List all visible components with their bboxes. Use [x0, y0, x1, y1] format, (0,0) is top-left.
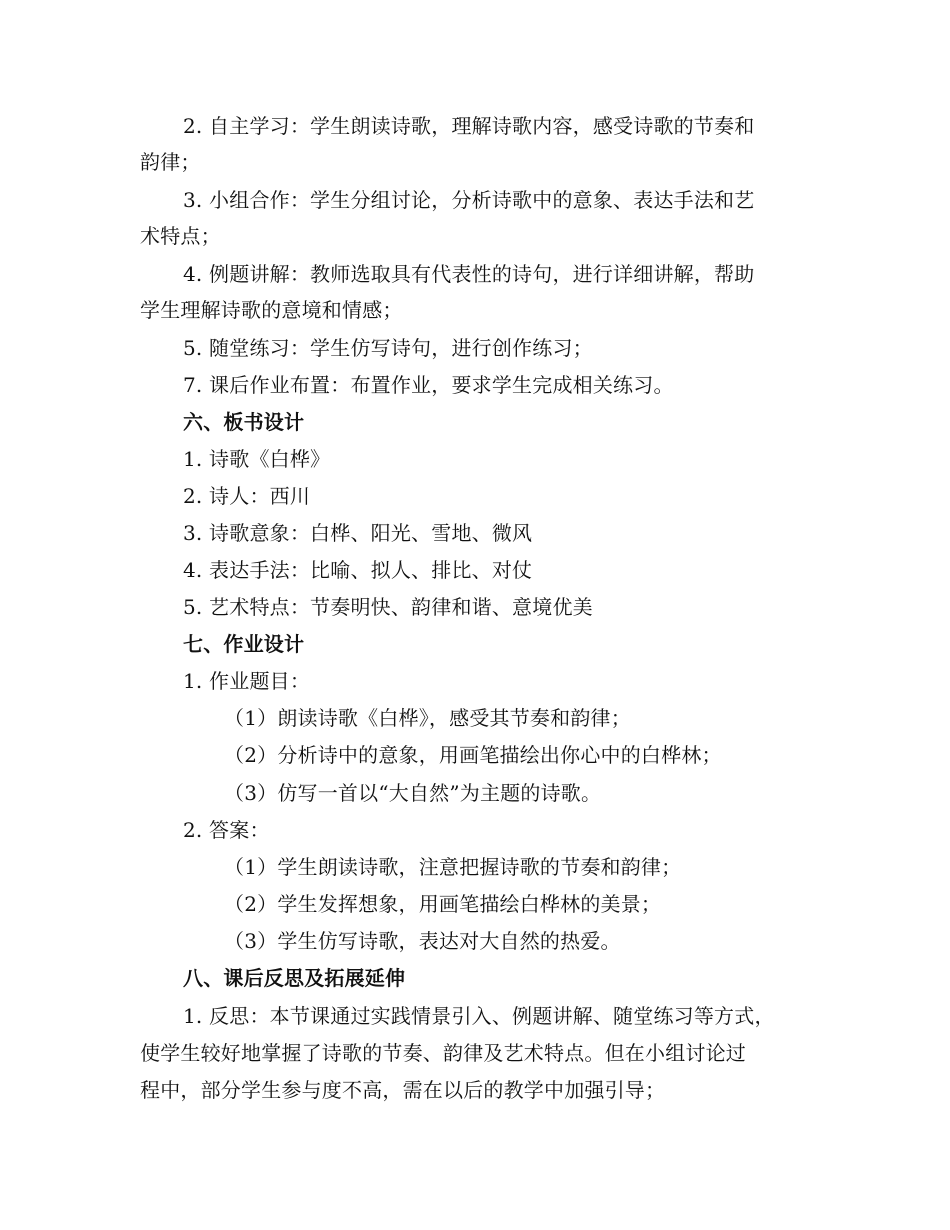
- paragraph-line: 1. 反思：本节课通过实践情景引入、例题讲解、随堂练习等方式，: [183, 1004, 775, 1028]
- list-item: 2. 诗人：西川: [183, 484, 311, 508]
- list-item: 1. 作业题目：: [183, 669, 311, 693]
- list-subitem: （3）仿写一首以“大自然”为主题的诗歌。: [224, 781, 602, 805]
- paragraph-line: 学生理解诗歌的意境和情感；: [140, 298, 403, 322]
- paragraph-line: 7. 课后作业布置：布置作业，要求学生完成相关练习。: [183, 373, 674, 397]
- paragraph-line: 4. 例题讲解：教师选取具有代表性的诗句，进行详细讲解，帮助: [183, 262, 755, 286]
- paragraph-line: 术特点；: [140, 224, 221, 248]
- section-heading: 七、作业设计: [183, 632, 305, 656]
- list-item: 5. 艺术特点：节奏明快、韵律和谐、意境优美: [183, 595, 593, 619]
- list-subitem: （3）学生仿写诗歌，表达对大自然的热爱。: [224, 929, 621, 953]
- paragraph-line: 使学生较好地掌握了诗歌的节奏、韵律及艺术特点。但在小组讨论过: [140, 1041, 746, 1065]
- list-subitem: （1）学生朗读诗歌，注意把握诗歌的节奏和韵律；: [224, 855, 682, 879]
- paragraph-line: 5. 随堂练习：学生仿写诗句，进行创作练习；: [183, 336, 593, 360]
- paragraph-line: 3. 小组合作：学生分组讨论，分析诗歌中的意象、表达手法和艺: [183, 188, 755, 212]
- list-item: 4. 表达手法：比喻、拟人、排比、对仗: [183, 558, 533, 582]
- paragraph-line: 程中，部分学生参与度不高，需在以后的教学中加强引导；: [140, 1078, 666, 1102]
- list-item: 1. 诗歌《白桦》: [183, 447, 331, 471]
- paragraph-line: 2. 自主学习：学生朗读诗歌，理解诗歌内容，感受诗歌的节奏和: [183, 114, 755, 138]
- list-subitem: （1）朗读诗歌《白桦》，感受其节奏和韵律；: [224, 706, 631, 730]
- list-item: 2. 答案：: [183, 818, 270, 842]
- section-heading: 八、课后反思及拓展延伸: [183, 966, 406, 990]
- list-subitem: （2）分析诗中的意象，用画笔描绘出你心中的白桦林；: [224, 743, 722, 767]
- list-subitem: （2）学生发挥想象，用画笔描绘白桦林的美景；: [224, 892, 662, 916]
- section-heading: 六、板书设计: [183, 410, 305, 434]
- list-item: 3. 诗歌意象：白桦、阳光、雪地、微风: [183, 521, 533, 545]
- paragraph-line: 韵律；: [140, 150, 201, 174]
